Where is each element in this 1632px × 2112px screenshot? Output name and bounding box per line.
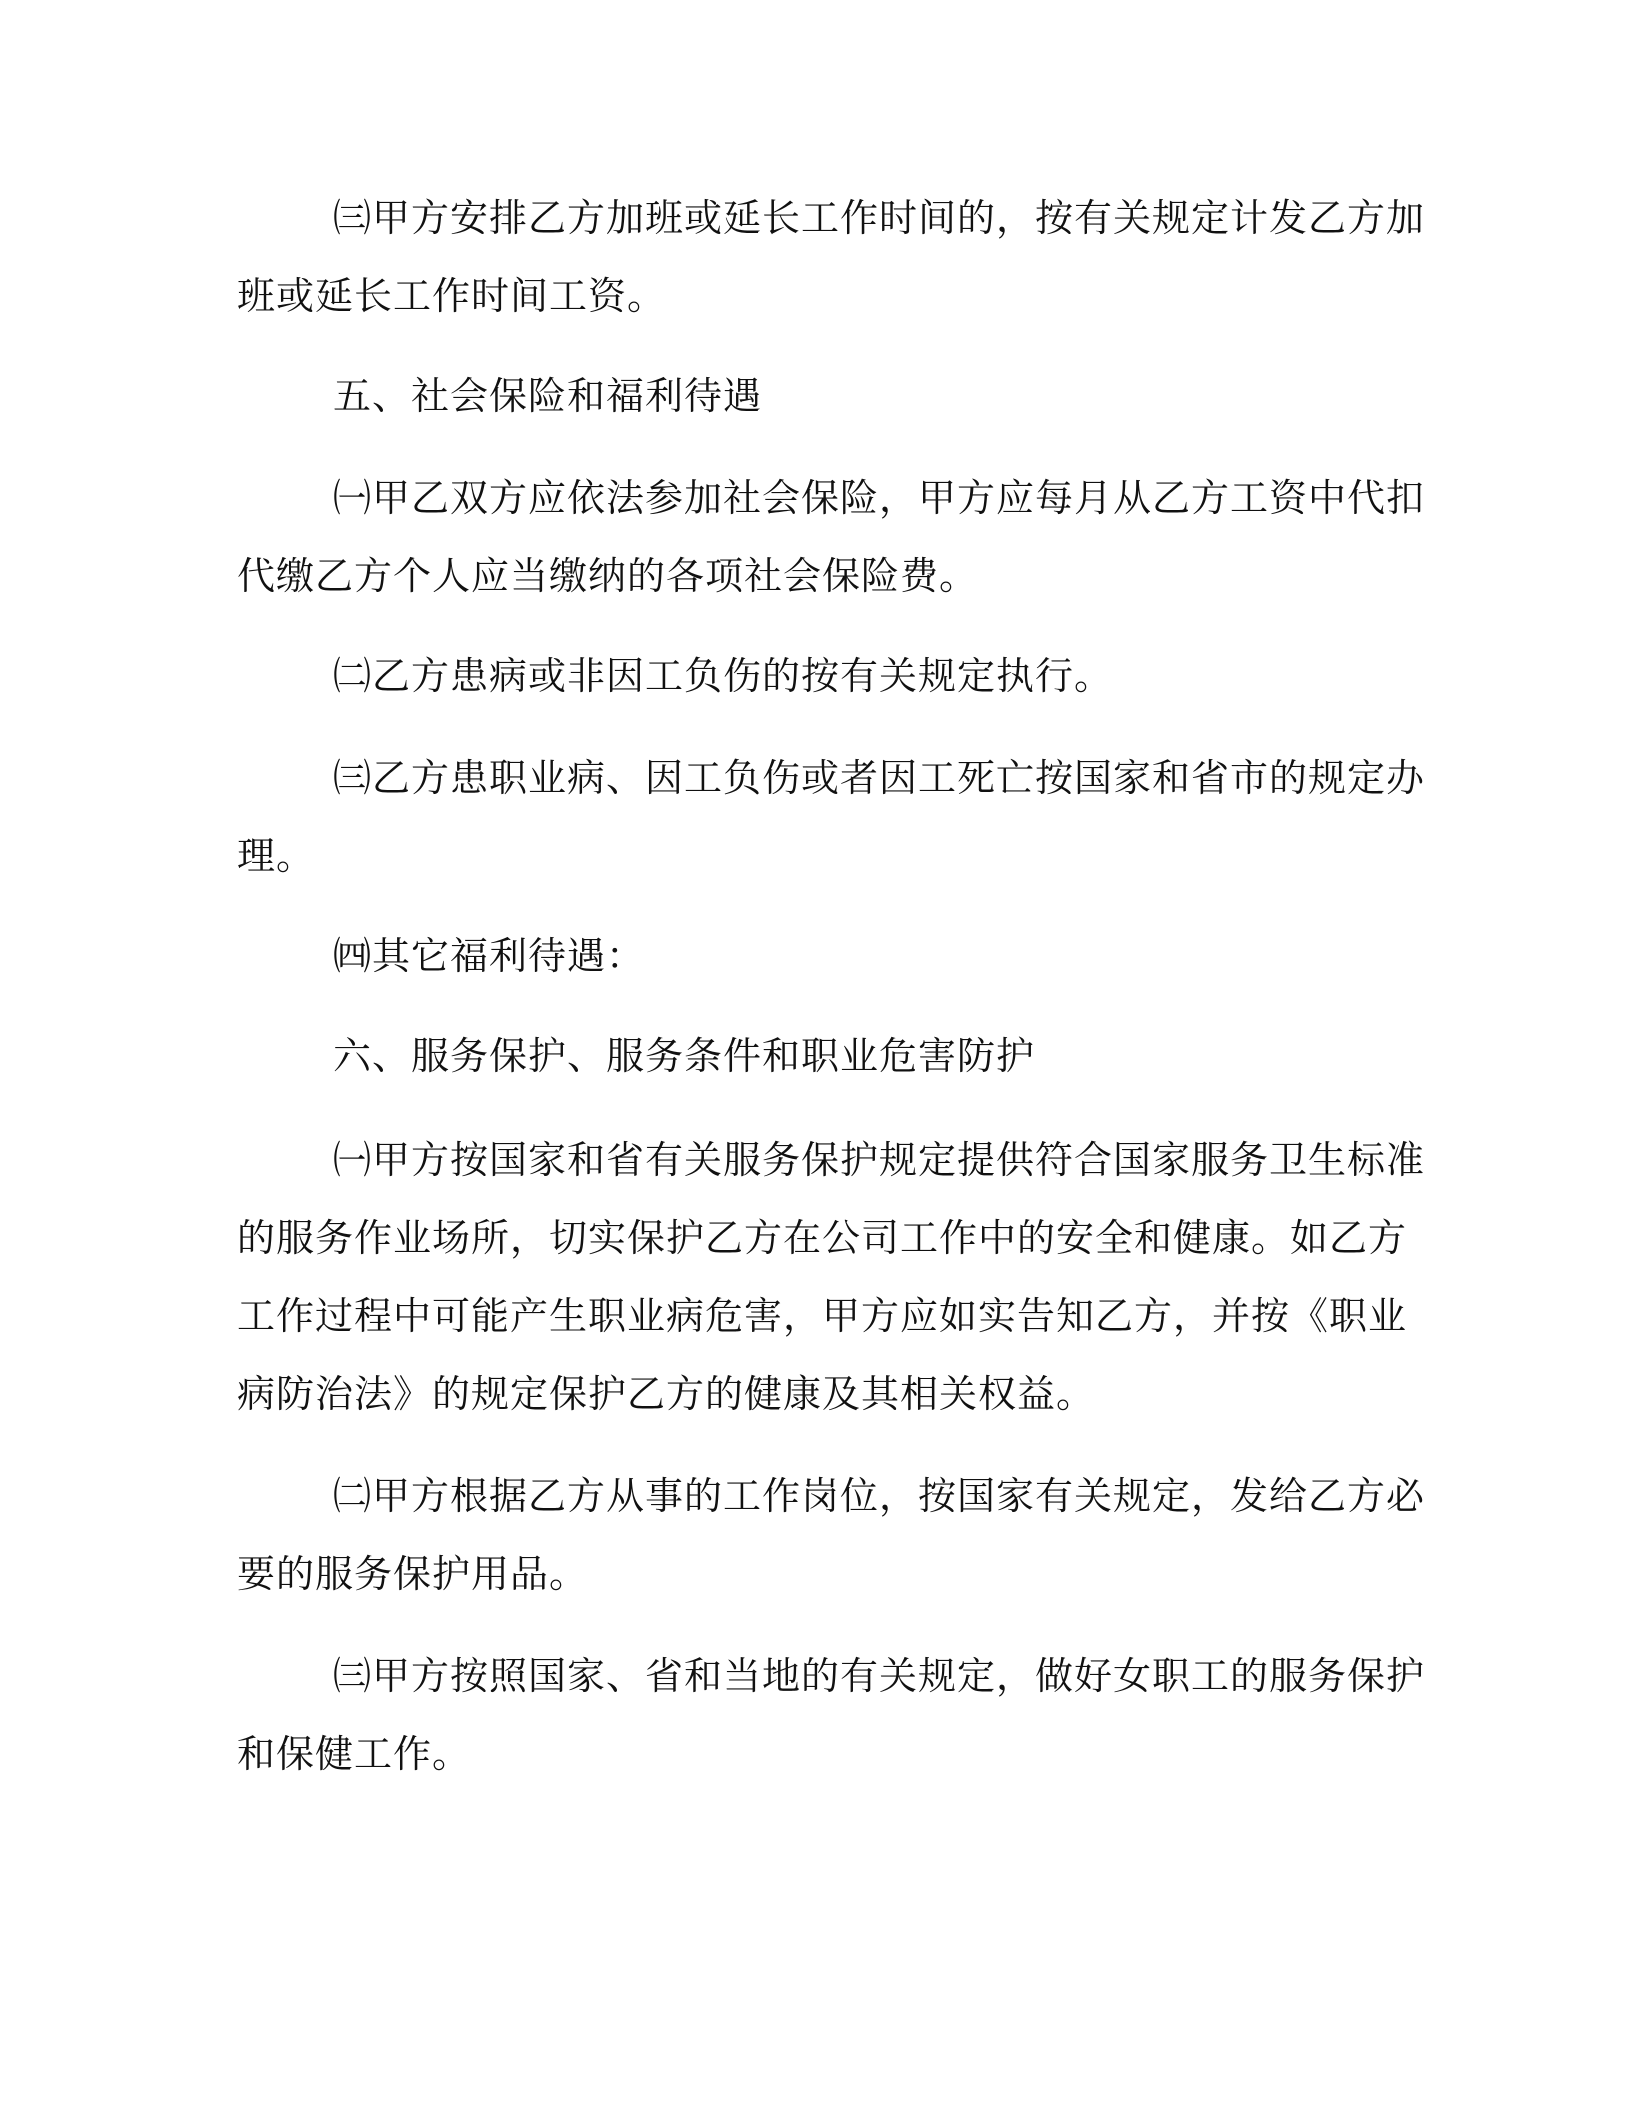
text-line: ㈡乙方患病或非因工负伤的按有关规定执行。 xyxy=(333,654,1114,698)
text-line: 和保健工作。 xyxy=(237,1732,472,1776)
text-line: ㈠甲方按国家和省有关服务保护规定提供符合国家服务卫生标准 xyxy=(333,1138,1426,1182)
text-line: 的服务作业场所，切实保护乙方在公司工作中的安全和健康。如乙方 xyxy=(237,1216,1408,1260)
text-line: 工作过程中可能产生职业病危害，甲方应如实告知乙方，并按《职业 xyxy=(237,1294,1408,1338)
section-heading: 六、服务保护、服务条件和职业危害防护 xyxy=(333,1034,1036,1078)
text-line: 理。 xyxy=(237,834,316,878)
text-line: 病防治法》的规定保护乙方的健康及其相关权益。 xyxy=(237,1372,1096,1416)
section-heading: 五、社会保险和福利待遇 xyxy=(333,374,763,418)
text-line: ㈢甲方安排乙方加班或延长工作时间的，按有关规定计发乙方加 xyxy=(333,196,1426,240)
text-line: ㈢乙方患职业病、因工负伤或者因工死亡按国家和省市的规定办 xyxy=(333,756,1426,800)
text-line: ㈠甲乙双方应依法参加社会保险，甲方应每月从乙方工资中代扣 xyxy=(333,476,1426,520)
text-line: ㈡甲方根据乙方从事的工作岗位，按国家有关规定，发给乙方必 xyxy=(333,1474,1426,1518)
text-line: 代缴乙方个人应当缴纳的各项社会保险费。 xyxy=(237,554,979,598)
text-line: 班或延长工作时间工资。 xyxy=(237,274,667,318)
text-line: ㈣其它福利待遇： xyxy=(333,934,646,978)
text-line: ㈢甲方按照国家、省和当地的有关规定，做好女职工的服务保护 xyxy=(333,1654,1426,1698)
text-line: 要的服务保护用品。 xyxy=(237,1552,589,1596)
